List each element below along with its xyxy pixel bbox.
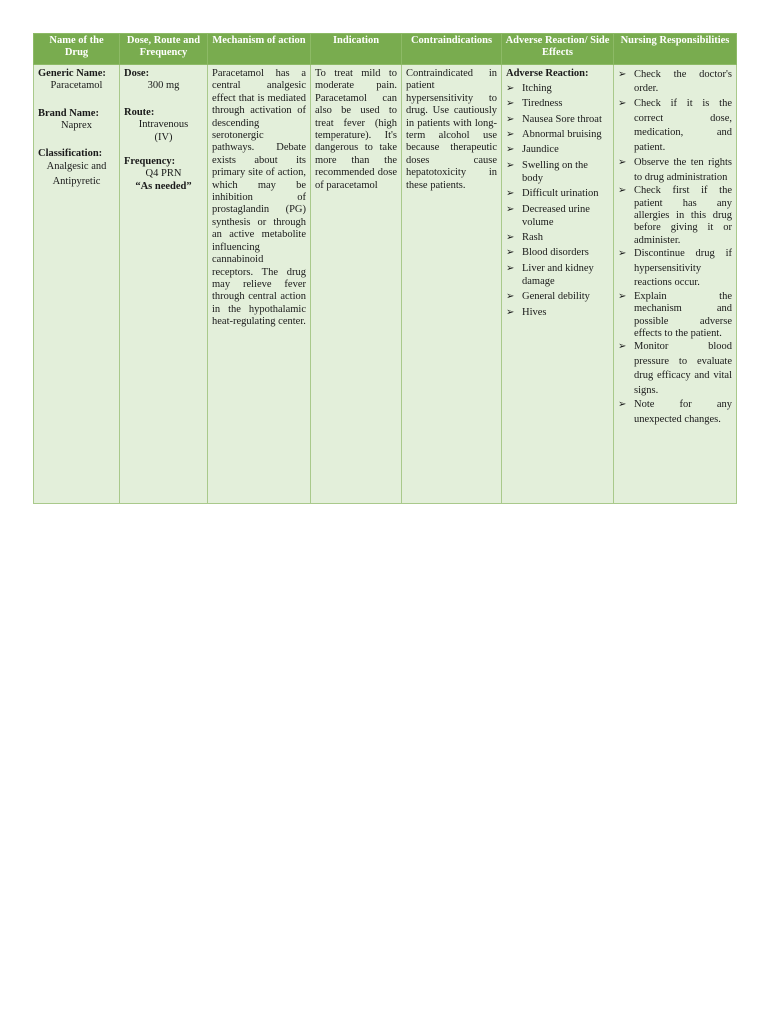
list-item: ➢ Explain the mechanism and possible adverse effects to the patient.	[618, 290, 732, 339]
nursing-responsibilities-cell	[614, 65, 737, 504]
frequency-note: “As needed”	[135, 180, 192, 192]
list-item: ➢ Liver and kidney damage	[506, 262, 594, 287]
arrow-bullet-icon: ➢	[506, 247, 515, 259]
list-item: ➢ Rash	[506, 232, 543, 244]
list-item: ➢ Check if it is the correct dose, medication, and patient.	[618, 98, 732, 153]
brand-name-value: Naprex	[61, 120, 92, 132]
arrow-bullet-icon: ➢	[506, 129, 515, 141]
arrow-bullet-icon: ➢	[506, 203, 515, 215]
generic-name-value: Paracetamol	[50, 80, 103, 92]
list-item: ➢ Decreased urine volume	[506, 203, 590, 228]
classification-value-line2: Antipyretic	[52, 175, 101, 187]
contraindications-cell: Contraindicated in patient hypersensitivity to drug. Use cautiously in patients with long-term alcohol use because therapeutic doses cause hepatotoxicity in these patients.	[402, 65, 502, 504]
generic-name-label: Generic Name:	[38, 68, 106, 79]
list-item: ➢ Abnormal bruising	[506, 129, 602, 141]
arrow-bullet-icon: ➢	[506, 291, 515, 303]
route-value-line1: Intravenous	[138, 119, 189, 131]
dose-route-frequency-cell	[120, 65, 208, 504]
list-item: ➢ Monitor blood pressure to evaluate drug efficacy and vital signs.	[618, 341, 732, 396]
route-value-line2: (IV)	[154, 131, 173, 143]
dose-value: 300 mg	[147, 80, 180, 92]
list-item: ➢ Difficult urination	[506, 188, 599, 200]
arrow-bullet-icon: ➢	[506, 262, 515, 274]
arrow-bullet-icon: ➢	[506, 82, 515, 94]
classification-value-line1: Analgesic and	[46, 161, 107, 173]
arrow-bullet-icon: ➢	[618, 399, 627, 411]
header-indication: Indication	[311, 34, 402, 65]
arrow-bullet-icon: ➢	[506, 188, 515, 200]
mechanism-cell: Paracetamol has a central analgesic effect that is mediated through activation of descending serotonergic pathways. Debate exists about its primary site of action, which may be inhibition of prostaglandin (PG) synthesis or through an active metabolite influencing cannabinoid receptors. The drug may relieve fever through central action in the hypothalamic heat-regulating center.	[208, 65, 311, 504]
arrow-bullet-icon: ➢	[618, 69, 627, 80]
arrow-bullet-icon: ➢	[618, 341, 627, 353]
arrow-bullet-icon: ➢	[506, 98, 515, 110]
header-dose-route-frequency: Dose, Route and Frequency	[120, 34, 208, 65]
frequency-label: Frequency:	[124, 156, 176, 168]
list-item: ➢ Check the doctor's order.	[618, 69, 732, 94]
arrow-bullet-icon: ➢	[618, 185, 627, 197]
frequency-value: Q4 PRN	[145, 168, 182, 180]
drug-name-cell	[34, 65, 120, 504]
adverse-reaction-list	[506, 82, 609, 319]
list-item: ➢ Note for any unexpected changes.	[618, 399, 732, 425]
list-item: ➢ Hives	[506, 306, 547, 318]
nursing-responsibilities-list	[618, 68, 732, 427]
list-item: ➢ Blood disorders	[506, 247, 589, 259]
arrow-bullet-icon: ➢	[506, 232, 515, 244]
header-contraindications: Contraindications	[402, 34, 502, 65]
brand-name-label: Brand Name:	[38, 107, 99, 119]
arrow-bullet-icon: ➢	[506, 113, 515, 125]
header-mechanism: Mechanism of action	[208, 34, 311, 65]
list-item: ➢ Itching	[506, 82, 552, 94]
adverse-reaction-label: Adverse Reaction:	[506, 68, 589, 79]
list-item: ➢ General debility	[506, 291, 590, 303]
route-label: Route:	[124, 106, 155, 118]
classification-label: Classification:	[38, 147, 103, 159]
drug-study-table	[33, 33, 737, 504]
arrow-bullet-icon: ➢	[618, 248, 627, 260]
list-item: ➢ Swelling on the body	[506, 159, 588, 184]
arrow-bullet-icon: ➢	[506, 144, 515, 156]
list-item: ➢ Check first if the patient has any allergies in this drug before giving it or administer.	[618, 185, 732, 246]
list-item: ➢ Tiredness	[506, 98, 563, 110]
dose-label: Dose:	[124, 68, 150, 79]
drug-row	[34, 65, 737, 504]
header-row	[34, 34, 737, 65]
adverse-reaction-cell	[502, 65, 614, 504]
list-item: ➢ Discontinue drug if hypersensitivity reactions occur.	[618, 248, 732, 289]
list-item: ➢ Jaundice	[506, 144, 559, 156]
indication-cell: To treat mild to moderate pain. Paracetamol can also be used to treat fever (high temperature). It's dangerous to take more than the recommended dose of paracetamol	[311, 65, 402, 504]
arrow-bullet-icon: ➢	[506, 159, 515, 171]
arrow-bullet-icon: ➢	[618, 98, 627, 110]
list-item: ➢ Nausea Sore throat	[506, 113, 602, 125]
list-item: ➢ Observe the ten rights to drug administration	[618, 157, 732, 183]
header-adverse-reaction: Adverse Reaction/ Side Effects	[502, 34, 614, 65]
header-nursing-responsibilities: Nursing Responsibilities	[614, 34, 737, 65]
header-name-of-drug: Name of the Drug	[34, 34, 120, 65]
arrow-bullet-icon: ➢	[506, 306, 515, 318]
arrow-bullet-icon: ➢	[618, 290, 627, 302]
arrow-bullet-icon: ➢	[618, 157, 627, 169]
